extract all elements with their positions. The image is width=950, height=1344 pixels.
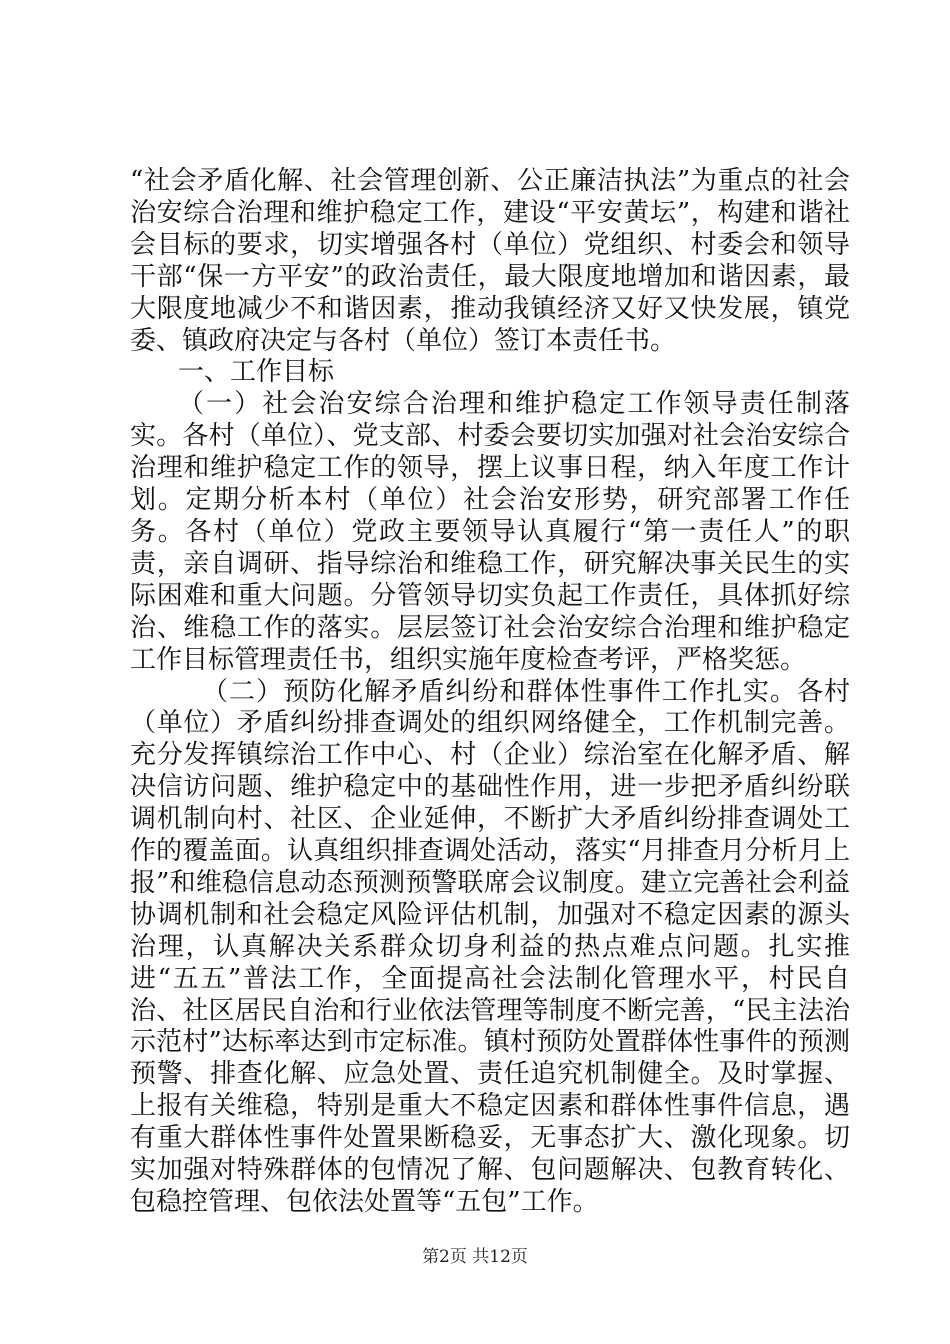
page-number-footer: 第2页 共12页 bbox=[422, 1247, 528, 1267]
section-heading-work-goals: 一、工作目标 bbox=[178, 357, 335, 388]
intro-paragraph: “社会矛盾化解、社会管理创新、公正廉洁执法”为重点的社会治安综合治理和维护稳定工作，建设“平安黄坛”，构建和谐社会目标的要求，切实增强各村（单位）党组织、村委会和领导干部“保一方平安”的政治责任，最大限度地增加和谐因素，最大限度地减少不和谐因素，推动我镇经济又好又快发展，镇党委、镇政府决定与各村（单位）签订本责任书。 bbox=[130, 166, 850, 356]
goal-paragraph-1: （一）社会治安综合治理和维护稳定工作领导责任制落实。各村（单位）、党支部、村委会要切实加强对社会治安综合治理和维护稳定工作的领导，摆上议事日程，纳入年度工作计划。定期分析本村（单位）社会治安形势，研究部署工作任务。各村（单位）党政主要领导认真履行“第一责任人”的职责，亲自调研、指导综治和维稳工作，研究解决事关民生的实际困难和重大问题。分管领导切实负起工作责任，具体抓好综治、维稳工作的落实。层层签订社会治安综合治理和维护稳定工作目标管理责任书，组织实施年度检查考评，严格奖惩。 bbox=[130, 389, 850, 675]
goal-paragraph-2: （二）预防化解矛盾纠纷和群体性事件工作扎实。各村（单位）矛盾纠纷排查调处的组织网络健全，工作机制完善。充分发挥镇综治工作中心、村（企业）综治室在化解矛盾、解决信访问题、维护稳定中的基础性作用，进一步把矛盾纠纷联调机制向村、社区、企业延伸，不断扩大矛盾纠纷排查调处工作的覆盖面。认真组织排查调处活动，落实“月排查月分析月上报”和维稳信息动态预测预警联席会议制度。建立完善社会利益协调机制和社会稳定风险评估机制，加强对不稳定因素的源头治理，认真解决关系群众切身利益的热点难点问题。扎实推进“五五”普法工作，全面提高社会法制化管理水平，村民自治、社区居民自治和行业依法管理等制度不断完善，“民主法治示范村”达标率达到市定标准。镇村预防处置群体性事件的预测预警、排查化解、应急处置、责任追究机制健全。及时掌握、上报有关维稳，特别是重大不稳定因素和群体性事件信息，遇有重大群体性事件处置果断稳妥，无事态扩大、激化现象。切实加强对特殊群体的包情况了解、包问题解决、包教育转化、包稳控管理、包依法处置等“五包”工作。 bbox=[130, 676, 850, 1217]
document-body bbox=[130, 166, 850, 1219]
